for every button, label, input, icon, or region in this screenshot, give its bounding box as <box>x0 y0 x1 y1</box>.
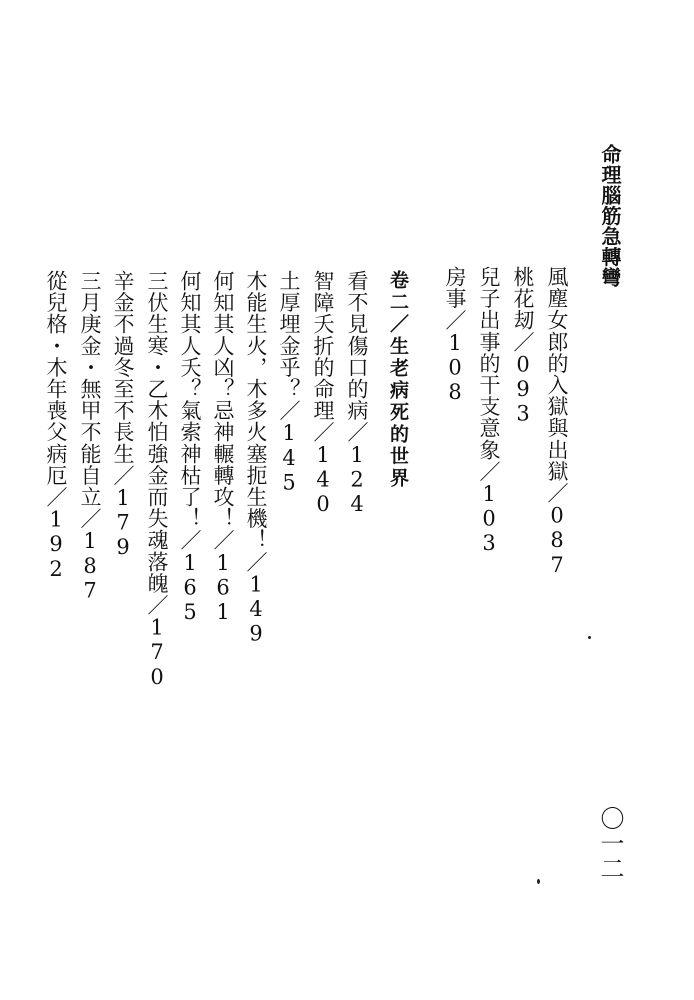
scan-speck <box>537 879 540 884</box>
page-number: 〇一二 <box>596 806 624 881</box>
toc-entry: 三月庚金・無甲不能自立／187 <box>78 270 102 603</box>
book-title-header: 命理腦筋急轉彎 <box>598 144 622 288</box>
toc-entry: 智障夭折的命理／140 <box>311 270 335 517</box>
toc-entry: 從兒格・木年喪父病厄／192 <box>44 270 68 582</box>
toc-entry: 風塵女郎的入獄與出獄／087 <box>545 266 569 578</box>
toc-entry: 辛金不過冬至不長生／179 <box>111 270 135 560</box>
toc-entry: 桃花刼／093 <box>511 266 535 427</box>
toc-entry: 土厚埋金乎？／145 <box>277 270 301 495</box>
toc-entry: 何知其人凶？忌神輾轉攻！／161 <box>211 270 235 625</box>
section-heading: 卷二／生老病死的世界 <box>387 270 409 490</box>
toc-entry: 看不見傷口的病／124 <box>345 270 369 517</box>
toc-entry: 何知其人夭？氣索神枯了！／165 <box>178 270 202 625</box>
toc-entry: 木能生火，木多火塞扼生機！／149 <box>244 270 268 647</box>
toc-entry: 兒子出事的干支意象／103 <box>477 266 501 556</box>
scan-speck <box>588 636 591 639</box>
toc-entry: 三伏生寒・乙木怕強金而失魂落魄／170 <box>145 270 169 690</box>
toc-entry: 房事／108 <box>443 266 467 405</box>
